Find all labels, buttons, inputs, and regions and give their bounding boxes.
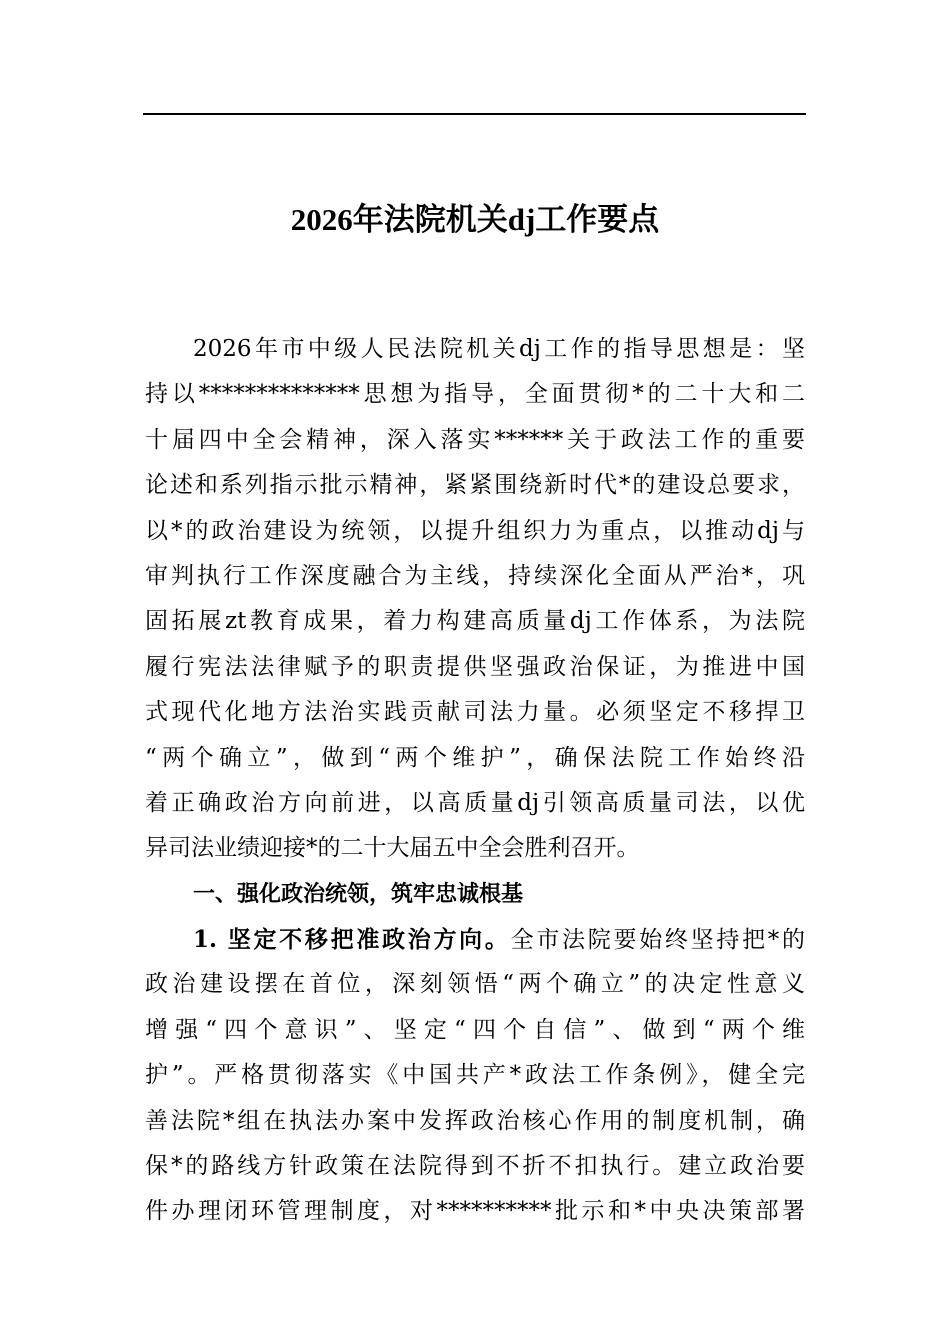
text-line: 异司法业绩迎接*的二十大届五中全会胜利召开。 [145, 835, 640, 862]
item-1-paragraph [145, 917, 805, 1235]
text-line: 式现代化地方法治实践贡献司法力量。必须坚定不移捍卫 [145, 699, 805, 726]
text-line: 增强“四个意识”、坚定“四个自信”、做到“两个维 [145, 1016, 805, 1043]
text-line: 持以**************思想为指导，全面贯彻*的二十大和二 [145, 381, 805, 408]
intro-paragraph [145, 327, 805, 872]
text-line: 件办理闭环管理制度，对**********批示和*中央决策部署 [145, 1198, 805, 1225]
text-line: 着正确政治方向前进，以高质量dj引领高质量司法，以优 [145, 789, 805, 816]
text-line: 以*的政治建设为统领，以提升组织力为重点，以推动dj与 [145, 517, 805, 544]
text-line: 保*的路线方针政策在法院得到不折不扣执行。建立政治要 [145, 1153, 805, 1180]
text-line: 善法院*组在执法办案中发挥政治核心作用的制度机制，确 [145, 1107, 805, 1134]
document-title: 2026年法院机关dj工作要点 [290, 202, 660, 237]
text-line [145, 917, 805, 962]
text-line: 固拓展zt教育成果，着力构建高质量dj工作体系，为法院 [145, 608, 805, 635]
text-line: 2026年市中级人民法院机关dj工作的指导思想是：坚 [193, 336, 805, 362]
text-line: 履行宪法法律赋予的职责提供坚强政治保证，为推进中国 [145, 653, 805, 680]
text-line: 审判执行工作深度融合为主线，持续深化全面从严治*，巩 [145, 562, 805, 589]
text-line: 论述和系列指示批示精神，紧紧围绕新时代*的建设总要求， [145, 472, 805, 499]
header-rule [143, 113, 806, 115]
section-heading: 一、强化政治统领，筑牢忠诚根基 [193, 881, 524, 907]
text-line: 政治建设摆在首位，深刻领悟“两个确立”的决定性意义 [145, 971, 805, 998]
item-1-text: 全市法院要始终坚持把*的 [510, 927, 806, 954]
text-line: 十届四中全会精神，深入落实******关于政法工作的重要 [145, 426, 805, 453]
text-line: 护”。严格贯彻落实《中国共产*政法工作条例》，健全完 [145, 1062, 805, 1089]
item-1-heading: 1. 坚定不移把准政治方向。 [193, 926, 511, 954]
document-body [145, 327, 805, 1235]
text-line: “两个确立”，做到“两个维护”，确保法院工作始终沿 [145, 744, 805, 771]
